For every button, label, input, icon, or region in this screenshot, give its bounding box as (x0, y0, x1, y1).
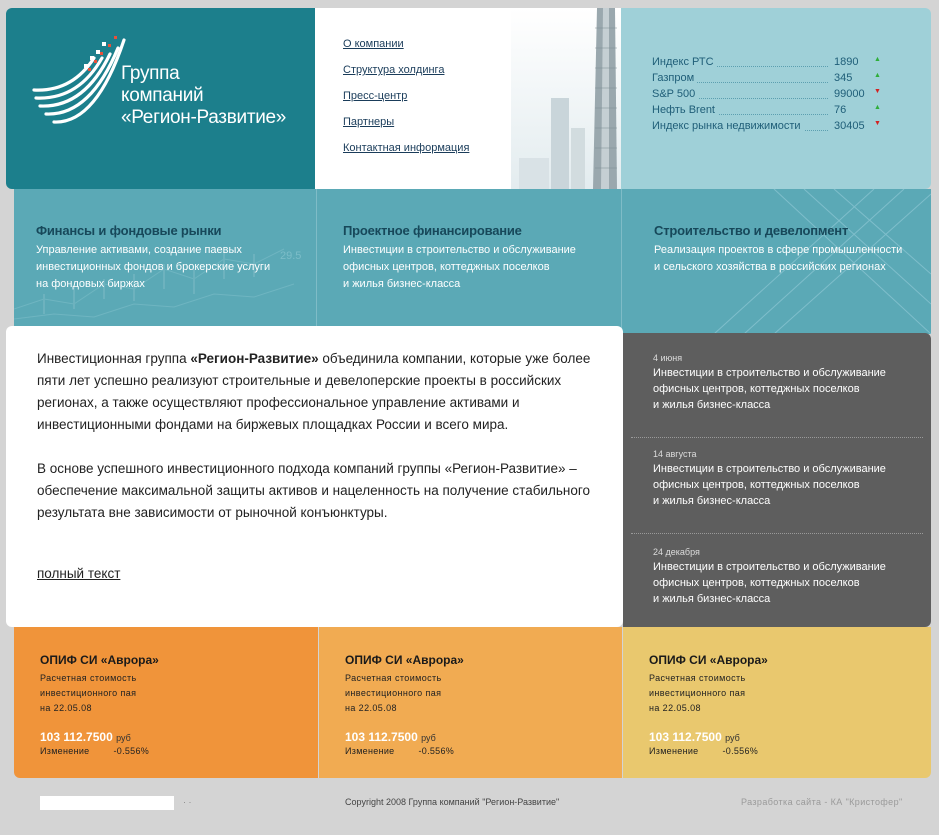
fund-currency: руб (116, 733, 131, 743)
fund-price-value: 103 112.7500 (40, 730, 113, 744)
service-title: Финансы и фондовые рынки (36, 223, 222, 238)
fund-label: Расчетная стоимость (345, 673, 442, 683)
news-line: и жилья бизнес-класса (653, 399, 771, 411)
page-frame (6, 8, 931, 778)
about-paragraph-1 (37, 348, 607, 436)
service-construction[interactable] (654, 223, 902, 276)
fund-currency: руб (725, 733, 740, 743)
nav-link-press[interactable]: Пресс-центр (343, 90, 408, 102)
ticker-value: 30405 (831, 120, 865, 132)
fund-title: ОПИФ СИ «Аврора» (649, 653, 768, 667)
copyright-text: Copyright 2008 Группа компаний "Регион-Развитие" (345, 797, 560, 807)
service-title: Проектное финансирование (343, 223, 522, 238)
news-line: и жилья бизнес-класса (653, 593, 771, 605)
about-p1-rest: объединила компании, которые уже более пяти лет успешно реализуют строительные и девелоперские проекты в российских регионах, а также осуществляют профессиональное управление активами и инвестиционными фондами на биржевых площадках России и всего мира. (37, 351, 591, 432)
arrow-up-icon: ▲ (874, 104, 881, 111)
news-panel (623, 333, 931, 627)
fund-title: ОПИФ СИ «Аврора» (40, 653, 159, 667)
developer-link[interactable]: Разработка сайта - КА "Кристофер" (741, 797, 903, 807)
fund-change-value: -0.556% (722, 746, 759, 756)
ticker-value: 76 (831, 104, 846, 116)
fund-card[interactable] (319, 627, 622, 778)
news-divider (631, 533, 923, 534)
fund-date: на 22.05.08 (345, 703, 397, 713)
news-line: Инвестиции в строительство и обслуживание (653, 463, 886, 475)
service-title: Строительство и девелопмент (654, 223, 849, 238)
ticker-row[interactable] (652, 56, 892, 72)
fund-price (40, 730, 159, 744)
fund-label: Расчетная стоимость (649, 673, 746, 683)
nav-link-contacts[interactable]: Контактная информация (343, 142, 470, 154)
arrow-up-icon: ▲ (874, 56, 881, 63)
fund-date: на 22.05.08 (649, 703, 701, 713)
fund-price (649, 730, 768, 744)
fund-label: инвестиционного пая (40, 688, 137, 698)
news-item[interactable] (653, 547, 913, 607)
service-line: инвестиционных фондов и брокерские услуги (36, 261, 271, 273)
about-content (6, 326, 623, 627)
news-item[interactable] (653, 449, 913, 509)
ticker-value: 1890 (831, 56, 858, 68)
service-line: Управление активами, создание паевых (36, 244, 242, 256)
company-name: «Регион-Развитие» (190, 351, 319, 366)
news-line: офисных центров, коттеджных поселков (653, 383, 860, 395)
fund-change-label: Изменение (345, 746, 395, 756)
nav-link-structure[interactable]: Структура холдинга (343, 64, 445, 76)
fund-label: Расчетная стоимость (40, 673, 137, 683)
ticker-value: 99000 (831, 88, 865, 100)
full-text-link[interactable]: полный текст (37, 566, 121, 581)
main-navigation (315, 8, 621, 189)
about-text (37, 348, 607, 546)
ticker-list (652, 56, 892, 136)
service-finance[interactable] (36, 223, 270, 293)
arrow-down-icon: ▼ (874, 120, 881, 127)
band-watermark-number: 29.5 (280, 250, 302, 262)
service-project-finance[interactable] (343, 223, 576, 293)
ticker-row[interactable] (652, 104, 892, 120)
about-paragraph-2: В основе успешного инвестиционного подхода компаний группы «Регион-Развитие» – обеспечение максимальной защиты активов и нацеленность на получение стабильного результата вне зависимости от рыночной конъюнктуры. (37, 461, 590, 520)
arrow-up-icon: ▲ (874, 72, 881, 79)
footer-dots: · · (183, 797, 192, 807)
footer-search-input[interactable] (40, 796, 174, 810)
fund-card[interactable] (14, 627, 318, 778)
news-date: 4 июня (653, 353, 683, 363)
logo-line-2: компаний (121, 85, 204, 106)
fund-label: инвестиционного пая (649, 688, 746, 698)
fund-change (40, 746, 159, 756)
band-divider (621, 189, 622, 334)
fund-label: инвестиционного пая (345, 688, 442, 698)
about-p1-prefix: Инвестиционная группа (37, 351, 191, 366)
logo-panel[interactable] (6, 8, 315, 189)
nav-link-partners[interactable]: Партнеры (343, 116, 395, 128)
fund-change-label: Изменение (40, 746, 90, 756)
ticker-row[interactable] (652, 120, 892, 136)
fund-price-value: 103 112.7500 (649, 730, 722, 744)
fund-change (649, 746, 768, 756)
ticker-name: Газпром (652, 72, 697, 84)
services-band (14, 189, 931, 334)
ticker-row[interactable] (652, 72, 892, 88)
ticker-name: Нефть Brent (652, 104, 718, 116)
service-line: на фондовых биржах (36, 278, 145, 290)
service-line: офисных центров, коттеджных поселков (343, 261, 550, 273)
market-ticker-panel (621, 8, 931, 189)
fund-change (345, 746, 464, 756)
logo-mark-icon (32, 28, 132, 138)
service-line: Инвестиции в строительство и обслуживание (343, 244, 576, 256)
service-line: и жилья бизнес-класса (343, 278, 461, 290)
logo-line-1: Группа (121, 63, 180, 84)
news-date: 24 декабря (653, 547, 700, 557)
ticker-row[interactable] (652, 88, 892, 104)
ticker-value: 345 (831, 72, 852, 84)
fund-change-value: -0.556% (418, 746, 455, 756)
news-line: офисных центров, коттеджных поселков (653, 577, 860, 589)
service-line: Реализация проектов в сфере промышленности (654, 244, 903, 256)
news-line: Инвестиции в строительство и обслуживание (653, 367, 886, 379)
arrow-down-icon: ▼ (874, 88, 881, 95)
skyscraper-illustration (511, 8, 621, 189)
fund-change-label: Изменение (649, 746, 699, 756)
fund-price (345, 730, 464, 744)
fund-title: ОПИФ СИ «Аврора» (345, 653, 464, 667)
ticker-name: Индекс РТС (652, 56, 717, 68)
news-line: офисных центров, коттеджных поселков (653, 479, 860, 491)
news-line: и жилья бизнес-класса (653, 495, 771, 507)
logo-line-3: «Регион-Развитие» (121, 107, 287, 128)
news-divider (631, 437, 923, 438)
news-line: Инвестиции в строительство и обслуживание (653, 561, 886, 573)
fund-change-value: -0.556% (113, 746, 150, 756)
fund-card[interactable] (623, 627, 931, 778)
nav-link-about[interactable]: О компании (343, 38, 404, 50)
service-line: и сельского хозяйства в российских регионах (654, 261, 886, 273)
ticker-name: S&P 500 (652, 88, 698, 100)
fund-date: на 22.05.08 (40, 703, 92, 713)
band-divider (316, 189, 317, 334)
fund-price-value: 103 112.7500 (345, 730, 418, 744)
fund-currency: руб (421, 733, 436, 743)
ticker-name: Индекс рынка недвижимости (652, 120, 804, 132)
news-item[interactable] (653, 353, 913, 413)
logo-text (121, 63, 286, 129)
news-date: 14 августа (653, 449, 697, 459)
